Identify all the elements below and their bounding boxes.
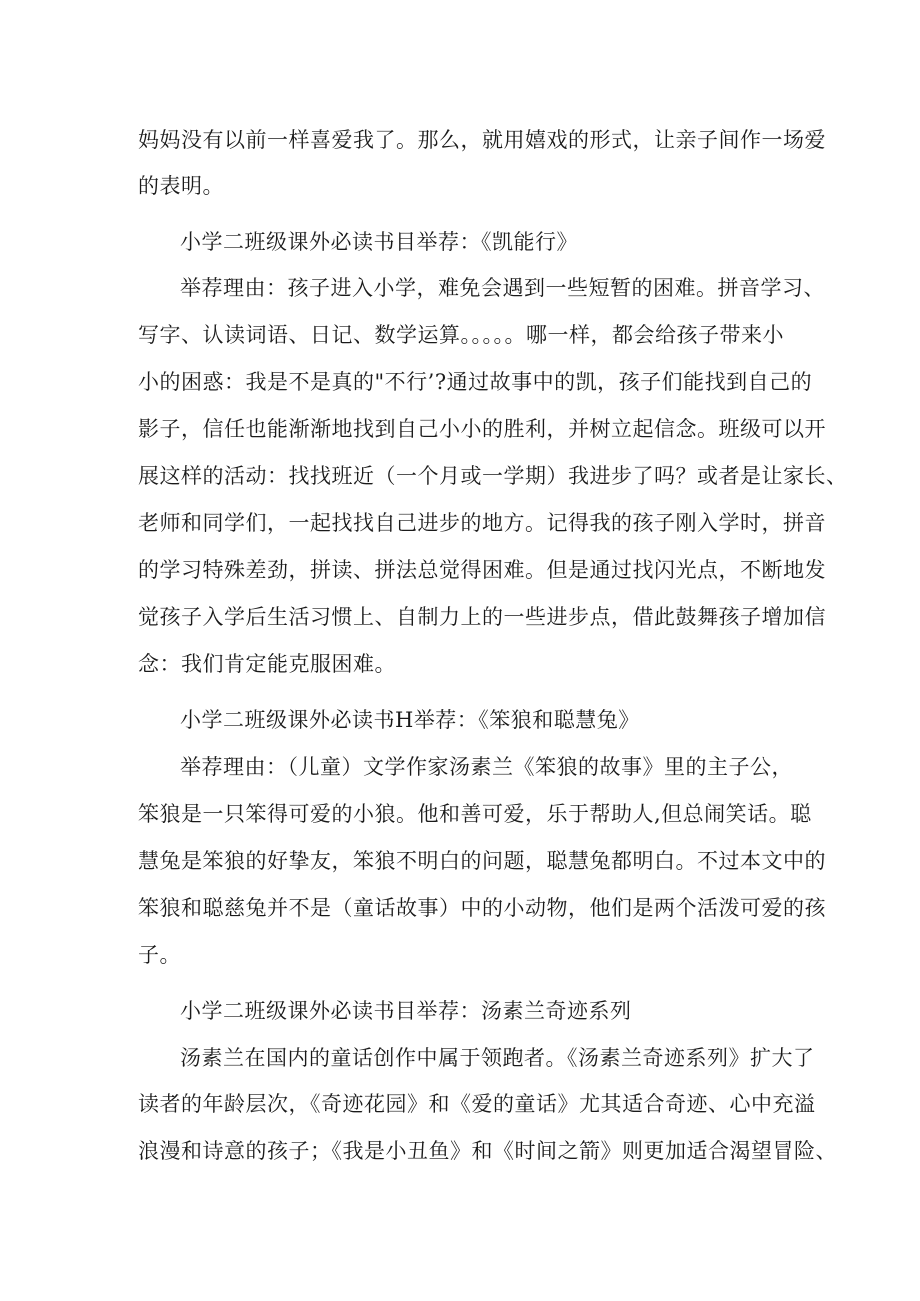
text-line-16: 慧兔是笨狼的好挚友，笨狼不明白的问题，聪慧兔都明白。不过本文中的 <box>138 849 826 873</box>
text-line-17: 笨狼和聪慈兔并不是（童话故事）中的小动物，他们是两个活泼可爱的孩 <box>138 896 826 920</box>
text-line-11: 觉孩子入学后生活习惯上、自制力上的一些进步点，借此鼓舞孩子增加信 <box>138 605 826 629</box>
section-heading-benlang: 小学二班级课外必读书H举荐：《笨狼和聪慧兔》 <box>180 708 640 732</box>
text-line-14: 举荐理由：（儿童）文学作家汤素兰《笨狼的故事》里的主子公， <box>180 755 793 779</box>
text-line-12: 念：我们肯定能克服困难。 <box>138 652 396 676</box>
text-line-21: 读者的年龄层次，《奇迹花园》和《爱的童话》尤其适合奇迹、心中充溢 <box>138 1092 816 1116</box>
section-heading-tangsulan: 小学二班级课外必读书目举荐：汤素兰奇迹系列 <box>180 999 632 1023</box>
text-line-2: 的表明。 <box>138 174 224 198</box>
text-line-7: 影子，信任也能渐渐地找到自己小小的胜利，并树立起信念。班级可以开 <box>138 417 826 441</box>
text-line-20: 汤素兰在国内的童话创作中属于领跑者。《汤素兰奇迹系列》扩大了 <box>180 1046 815 1070</box>
text-line-6: 小的困惑：我是不是真的"不行’?通过故事中的凯，孩子们能找到自己的 <box>138 370 813 394</box>
section-heading-kainengxing: 小学二班级课外必读书目举荐：《凯能行》 <box>180 230 578 254</box>
text-line-1: 妈妈没有以前一样喜爱我了。那么，就用嬉戏的形式，让亲子间作一场爱 <box>138 128 826 152</box>
text-line-10: 的学习特殊差劲，拼读、拼法总觉得困难。但是通过找闪光点，不断地发 <box>138 558 826 582</box>
text-line-8: 展这样的活动：找找班近（一个月或一学期）我进步了吗？或者是让家长、 <box>138 464 848 488</box>
text-line-4: 举荐理由：孩子进入小学，难免会遇到一些短暂的困难。拼音学习、 <box>180 276 825 300</box>
text-line-22: 浪漫和诗意的孩子；《我是小丑鱼》和《时间之箭》则更加适合渴望冒险、 <box>138 1139 837 1163</box>
text-line-18: 子。 <box>138 943 181 967</box>
text-line-9: 老师和同学们，一起找找自己进步的地方。记得我的孩子刚入学时，拼音 <box>138 511 826 535</box>
text-line-15: 笨狼是一只笨得可爱的小狼。他和善可爱，乐于帮助人,但总闹笑话。聪 <box>138 802 812 826</box>
text-line-5: 写字、认读词语、日记、数学运算。。。。。哪一样，都会给孩子带来小 <box>138 323 784 347</box>
